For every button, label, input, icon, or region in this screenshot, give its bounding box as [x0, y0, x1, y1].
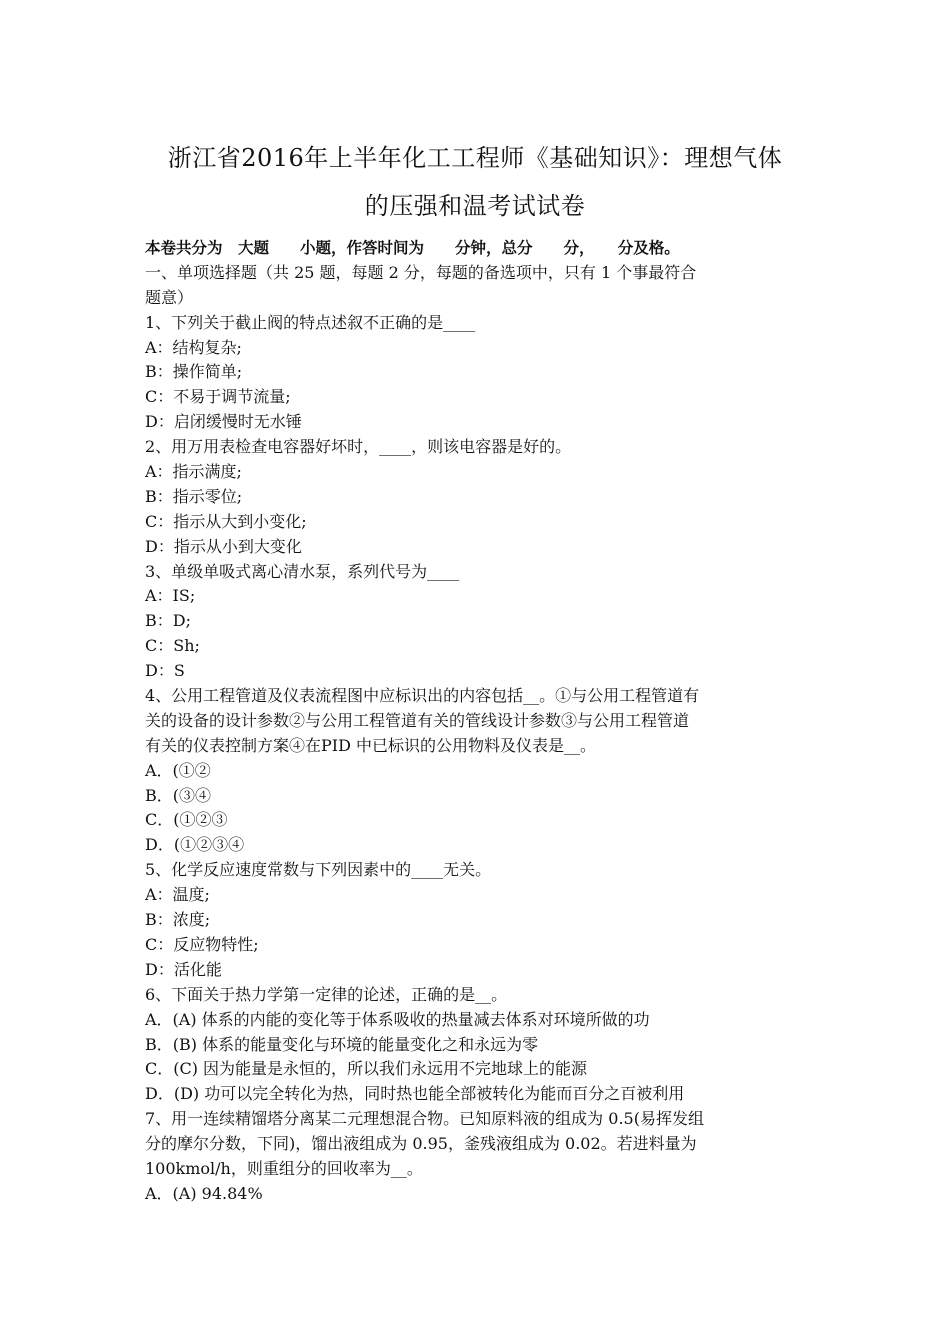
document-body	[145, 236, 810, 1207]
answer-option-line: B：指示零位;	[145, 486, 243, 506]
answer-option-line: A：指示满度;	[145, 462, 242, 482]
question-text-line: 分的摩尔分数，下同)，馏出液组成为 0.95，釜残液组成为 0.02。若进料量为	[145, 1134, 697, 1154]
question-stem-line: 1、下列关于截止阀的特点述叙不正确的是____	[145, 312, 476, 332]
answer-option-line: B：浓度;	[145, 910, 211, 930]
answer-option-line: A．(A) 体系的内能的变化等于体系吸收的热量减去体系对环境所做的功	[145, 1009, 650, 1029]
section-intro-line: 一、单项选择题（共 25 题，每题 2 分，每题的备选项中，只有 1 个事最符合	[145, 262, 697, 282]
question-stem-line: 2、用万用表检查电容器好坏时，____，则该电容器是好的。	[145, 437, 572, 457]
answer-option-line: D．(D) 功可以完全转化为热，同时热也能全部被转化为能而百分之百被利用	[145, 1084, 685, 1104]
answer-option-line: C．(C) 因为能量是永恒的，所以我们永远用不完地球上的能源	[145, 1059, 588, 1079]
answer-option-line: C：不易于调节流量;	[145, 387, 291, 407]
answer-option-line: D：启闭缓慢时无水锤	[145, 412, 302, 432]
answer-option-line: B：D;	[145, 611, 191, 631]
answer-option-line: D：活化能	[145, 959, 222, 979]
answer-option-line: C．(①②③	[145, 810, 228, 830]
answer-option-line: C：反应物特性;	[145, 934, 259, 954]
answer-option-line: D：S	[145, 661, 185, 681]
answer-option-line: C：Sh;	[145, 636, 200, 656]
document-title-line-2: 的压强和温考试试卷	[364, 192, 586, 220]
question-stem-line: 6、下面关于热力学第一定律的论述，正确的是__。	[145, 984, 508, 1004]
answer-option-line: B．(B) 体系的能量变化与环境的能量变化之和永远为零	[145, 1034, 539, 1054]
answer-option-line: A：温度;	[145, 885, 210, 905]
section-intro-line: 题意）	[145, 287, 194, 307]
document-title-line-1: 浙江省2016年上半年化工工程师《基础知识》：理想气体	[167, 144, 783, 172]
answer-option-line: A．(A) 94.84%	[145, 1183, 263, 1203]
answer-option-line: C：指示从大到小变化;	[145, 511, 307, 531]
question-text-line: 100kmol/h，则重组分的回收率为__。	[145, 1158, 423, 1178]
question-text-line: 有关的仪表控制方案④在PID 中已标识的公用物料及仪表是__。	[145, 735, 597, 755]
answer-option-line: D：指示从小到大变化	[145, 536, 302, 556]
question-stem-line: 5、化学反应速度常数与下列因素中的____无关。	[145, 860, 492, 880]
answer-option-line: A．(①②	[145, 760, 211, 780]
question-stem-line: 3、单级单吸式离心清水泵，系列代号为____	[145, 561, 460, 581]
answer-option-line: A：结构复杂;	[145, 337, 242, 357]
question-stem-line: 7、用一连续精馏塔分离某二元理想混合物。已知原料液的组成为 0.5(易挥发组	[145, 1109, 704, 1129]
question-text-line: 关的设备的设计参数②与公用工程管道有关的管线设计参数③与公用工程管道	[145, 710, 690, 730]
question-stem-line: 4、公用工程管道及仪表流程图中应标识出的内容包括__。①与公用工程管道有	[145, 686, 700, 706]
answer-option-line: B：操作简单;	[145, 362, 243, 382]
exam-header-line: 本卷共分为 大题 小题，作答时间为 分钟，总分 分， 分及格。	[145, 239, 680, 257]
question-list	[145, 311, 810, 1207]
answer-option-line: A：IS;	[145, 586, 196, 606]
answer-option-line: B．(③④	[145, 785, 212, 805]
answer-option-line: D．(①②③④	[145, 835, 245, 855]
